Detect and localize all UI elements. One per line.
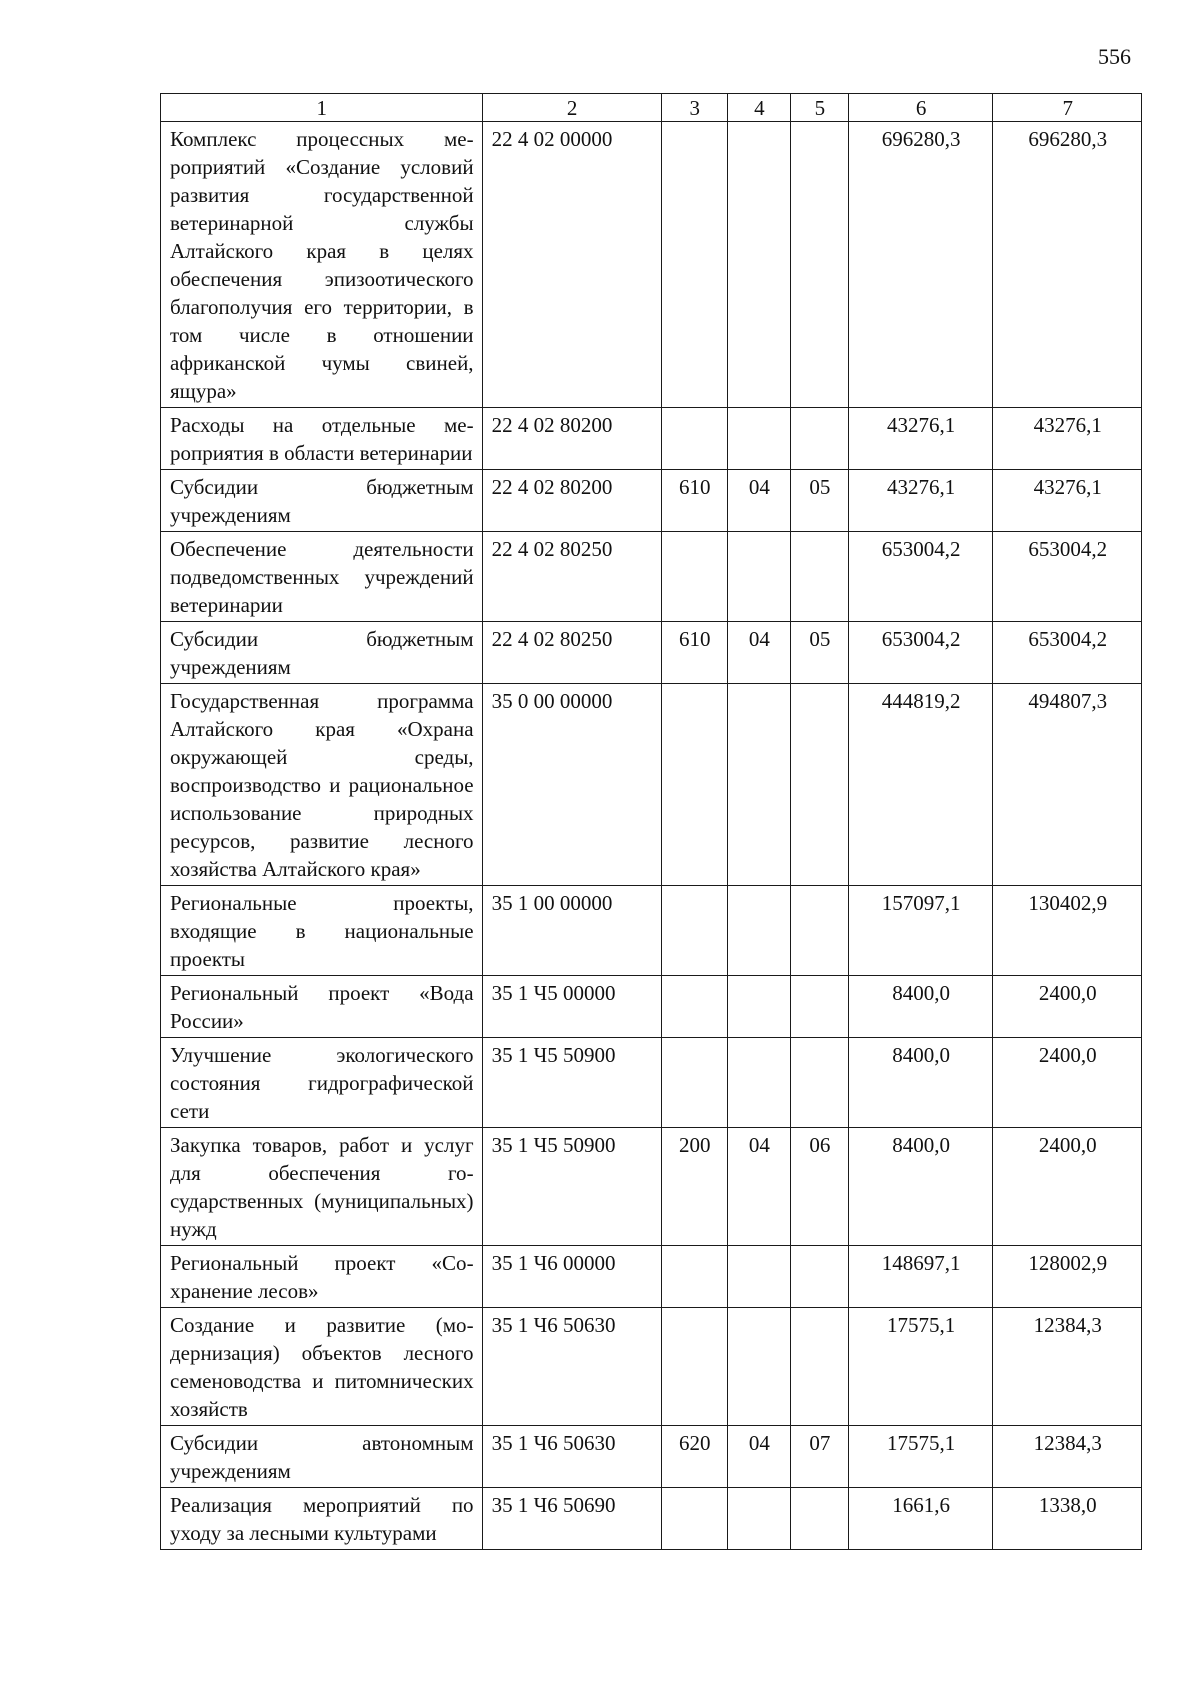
row-col3-cell: [661, 684, 727, 886]
row-col6-cell: 1661,6: [848, 1488, 993, 1550]
row-col7-cell: 2400,0: [993, 1128, 1142, 1246]
row-col3-cell: 200: [661, 1128, 727, 1246]
row-col6-cell: 696280,3: [848, 122, 993, 408]
table-row: [161, 122, 1142, 408]
column-header: 6: [848, 94, 993, 122]
budget-table: [160, 93, 1142, 1550]
row-code-cell: 35 1 Ч5 50900: [482, 1038, 661, 1128]
row-col3-cell: 610: [661, 470, 727, 532]
row-col6-cell: 157097,1: [848, 886, 993, 976]
row-code-cell: 35 1 00 00000: [482, 886, 661, 976]
row-name-cell: Комплекс процессных мероприятий «Создание условий развития государственной ветеринарной службы Алтайского края в целях обеспечения эпизоотического благополучия его территории, в том числе в отношении африканской чумы свиней, ящура»: [161, 122, 483, 408]
row-code-cell: 35 1 Ч5 50900: [482, 1128, 661, 1246]
row-col4-cell: [727, 1308, 790, 1426]
row-col5-cell: [790, 1246, 848, 1308]
row-col5-cell: [790, 408, 848, 470]
table-row: [161, 1308, 1142, 1426]
row-col6-cell: 43276,1: [848, 408, 993, 470]
row-col3-cell: [661, 532, 727, 622]
row-col4-cell: [727, 684, 790, 886]
row-col3-cell: [661, 1308, 727, 1426]
row-col3-cell: 620: [661, 1426, 727, 1488]
row-col7-cell: 130402,9: [993, 886, 1142, 976]
row-col6-cell: 17575,1: [848, 1426, 993, 1488]
column-header: 7: [993, 94, 1142, 122]
row-col4-cell: [727, 1038, 790, 1128]
table-row: [161, 532, 1142, 622]
row-code-cell: 35 1 Ч6 50630: [482, 1426, 661, 1488]
row-name-cell: Региональный проект «Сохранение лесов»: [161, 1246, 483, 1308]
table-row: [161, 622, 1142, 684]
row-col6-cell: 653004,2: [848, 532, 993, 622]
row-code-cell: 22 4 02 80250: [482, 622, 661, 684]
row-col3-cell: [661, 122, 727, 408]
row-col7-cell: 696280,3: [993, 122, 1142, 408]
row-code-cell: 35 1 Ч6 50630: [482, 1308, 661, 1426]
row-code-cell: 35 1 Ч6 50690: [482, 1488, 661, 1550]
column-header: 1: [161, 94, 483, 122]
row-code-cell: 22 4 02 80200: [482, 470, 661, 532]
row-col7-cell: 12384,3: [993, 1308, 1142, 1426]
row-col7-cell: 653004,2: [993, 532, 1142, 622]
row-col3-cell: [661, 1246, 727, 1308]
row-col5-cell: [790, 1038, 848, 1128]
row-code-cell: 22 4 02 00000: [482, 122, 661, 408]
row-col5-cell: [790, 886, 848, 976]
row-col4-cell: 04: [727, 470, 790, 532]
row-name-cell: Субсидии автономным учреждениям: [161, 1426, 483, 1488]
row-col7-cell: 2400,0: [993, 976, 1142, 1038]
row-col3-cell: [661, 976, 727, 1038]
row-col3-cell: [661, 408, 727, 470]
row-name-cell: Региональный проект «Вода России»: [161, 976, 483, 1038]
row-name-cell: Закупка товаров, работ и услуг для обеспечения государственных (муниципальных) нужд: [161, 1128, 483, 1246]
header-row: [161, 94, 1142, 122]
row-name-cell: Улучшение экологического состояния гидрографической сети: [161, 1038, 483, 1128]
row-col7-cell: 653004,2: [993, 622, 1142, 684]
row-col5-cell: [790, 532, 848, 622]
row-col4-cell: [727, 1488, 790, 1550]
row-col7-cell: 128002,9: [993, 1246, 1142, 1308]
row-col6-cell: 43276,1: [848, 470, 993, 532]
row-col6-cell: 444819,2: [848, 684, 993, 886]
row-col7-cell: 2400,0: [993, 1038, 1142, 1128]
row-col3-cell: [661, 1038, 727, 1128]
row-col4-cell: [727, 886, 790, 976]
table-row: [161, 1038, 1142, 1128]
page-number: 556: [1098, 44, 1131, 69]
row-col4-cell: [727, 976, 790, 1038]
row-code-cell: 22 4 02 80250: [482, 532, 661, 622]
table-row: [161, 976, 1142, 1038]
row-col7-cell: 494807,3: [993, 684, 1142, 886]
row-col6-cell: 8400,0: [848, 1128, 993, 1246]
row-code-cell: 22 4 02 80200: [482, 408, 661, 470]
table-row: [161, 408, 1142, 470]
row-name-cell: Расходы на отдельные мероприятия в области ветеринарии: [161, 408, 483, 470]
row-col3-cell: [661, 886, 727, 976]
row-name-cell: Реализация мероприятий по уходу за лесными культурами: [161, 1488, 483, 1550]
row-col5-cell: 05: [790, 622, 848, 684]
column-header: 4: [727, 94, 790, 122]
row-col4-cell: 04: [727, 622, 790, 684]
row-col5-cell: [790, 1308, 848, 1426]
row-name-cell: Создание и развитие (модернизация) объектов лесного семеноводства и питомнических хозяйств: [161, 1308, 483, 1426]
row-col5-cell: [790, 976, 848, 1038]
row-col7-cell: 43276,1: [993, 470, 1142, 532]
row-col6-cell: 17575,1: [848, 1308, 993, 1426]
row-col5-cell: 06: [790, 1128, 848, 1246]
table-row: [161, 1426, 1142, 1488]
table-row: [161, 1128, 1142, 1246]
table-row: [161, 684, 1142, 886]
row-code-cell: 35 1 Ч6 00000: [482, 1246, 661, 1308]
row-name-cell: Обеспечение деятельности подведомственных учреждений ветеринарии: [161, 532, 483, 622]
row-col4-cell: [727, 122, 790, 408]
row-col6-cell: 653004,2: [848, 622, 993, 684]
row-col6-cell: 148697,1: [848, 1246, 993, 1308]
column-header: 5: [790, 94, 848, 122]
row-code-cell: 35 0 00 00000: [482, 684, 661, 886]
row-col7-cell: 12384,3: [993, 1426, 1142, 1488]
row-col6-cell: 8400,0: [848, 976, 993, 1038]
column-header: 2: [482, 94, 661, 122]
row-name-cell: Субсидии бюджетным учреждениям: [161, 470, 483, 532]
row-col7-cell: 1338,0: [993, 1488, 1142, 1550]
row-code-cell: 35 1 Ч5 00000: [482, 976, 661, 1038]
row-col5-cell: 07: [790, 1426, 848, 1488]
column-header: 3: [661, 94, 727, 122]
row-col7-cell: 43276,1: [993, 408, 1142, 470]
table-row: [161, 470, 1142, 532]
row-name-cell: Региональные проекты, входящие в национальные проекты: [161, 886, 483, 976]
table-row: [161, 1246, 1142, 1308]
row-col4-cell: 04: [727, 1426, 790, 1488]
row-col4-cell: [727, 408, 790, 470]
row-col3-cell: [661, 1488, 727, 1550]
row-name-cell: Субсидии бюджетным учреждениям: [161, 622, 483, 684]
row-col5-cell: [790, 1488, 848, 1550]
row-col5-cell: 05: [790, 470, 848, 532]
row-col5-cell: [790, 122, 848, 408]
row-col4-cell: [727, 1246, 790, 1308]
table-row: [161, 886, 1142, 976]
row-col4-cell: [727, 532, 790, 622]
table-row: [161, 1488, 1142, 1550]
row-col3-cell: 610: [661, 622, 727, 684]
row-col4-cell: 04: [727, 1128, 790, 1246]
row-name-cell: Государственная программа Алтайского края «Охрана окружающей среды, воспроизводство и рациональное использование природных ресурсов, развитие лесного хозяйства Алтайского края»: [161, 684, 483, 886]
row-col6-cell: 8400,0: [848, 1038, 993, 1128]
row-col5-cell: [790, 684, 848, 886]
